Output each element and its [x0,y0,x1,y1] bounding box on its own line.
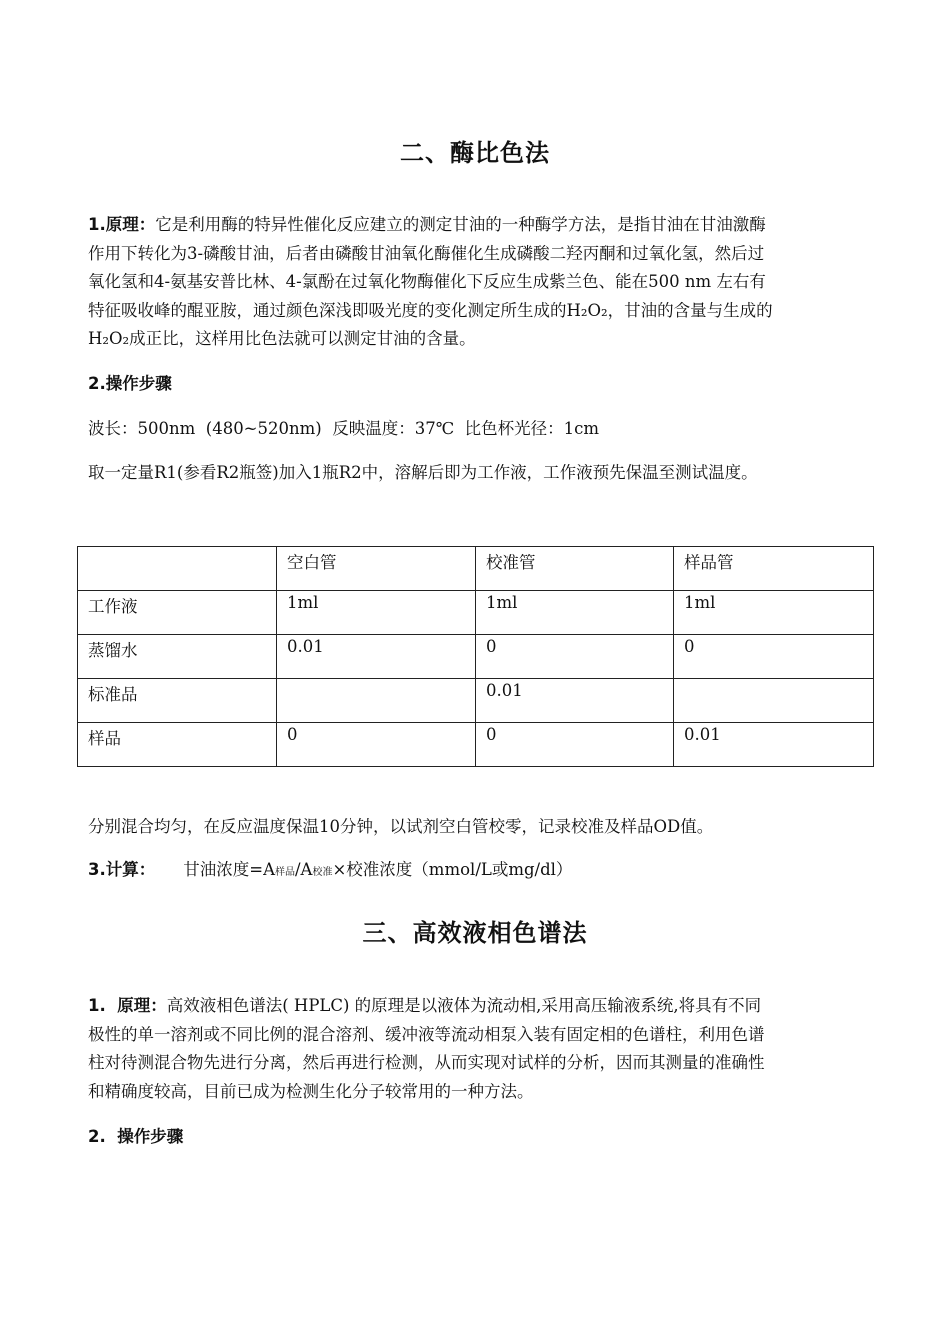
table-row [78,591,874,635]
hplc-steps-label: 2. 操作步骤 [88,1127,184,1146]
subscript-calibration: 校准 [312,867,333,878]
subscript-sample: 样品 [275,867,295,878]
principle-line-3: 氧化氢和4-氨基安普比林、4-氯酚在过氧化物酶催化下反应生成紫兰色、能在500 nm 左右有 [88,272,766,291]
principle-line-2: 作用下转化为3-磷酸甘油，后者由磷酸甘油氧化酶催化生成磷酸二羟丙酮和过氧化氢，然后过 [88,243,765,263]
table-cell: 0.01 [674,723,874,767]
reagent-table [77,546,874,767]
table-header-row [78,547,874,591]
table-cell: 蒸馏水 [78,635,277,679]
hplc-principle-label: 1. 原理： [88,996,167,1015]
table-row [78,679,874,723]
after-table-line: 分别混合均匀，在反应温度保温10分钟，以试剂空白管校零，记录校准及样品OD值。 [88,817,714,836]
table-header-cell: 样品管 [674,547,874,591]
principle-line-5: H₂O₂成正比，这样用比色法就可以测定甘油的含量。 [88,329,476,348]
prep-line: 取一定量R1(参看R2瓶签)加入1瓶R2中，溶解后即为工作液，工作液预先保温至测试温度。 [88,463,758,482]
calc-label: 3.计算： [88,860,156,879]
table-cell: 1ml [476,591,674,635]
table-cell: 0 [476,723,674,767]
table-cell: 0.01 [476,679,674,723]
section-3-title: 三、高效液相色谱法 [362,919,588,947]
principle-line-1: 1.原理：它是利用酶的特异性催化反应建立的测定甘油的一种酶学方法，是指甘油在甘油激酶 [88,215,766,234]
table-header-cell: 校准管 [476,547,674,591]
section-2-title: 二、酶比色法 [400,139,550,167]
hplc-line-3: 柱对待测混合物先进行分离，然后再进行检测，从而实现对试样的分析，因而其测量的准确性 [88,1053,765,1072]
table-cell: 0 [476,635,674,679]
section-2-principle [88,211,868,354]
table-header-cell: 空白管 [277,547,476,591]
conditions-line: 波长：500nm (480~520nm) 反映温度：37℃ 比色杯光径：1cm [88,419,600,438]
table-cell: 0.01 [277,635,476,679]
section-3-principle [88,992,868,1106]
table-row [78,635,874,679]
table-cell: 样品 [78,723,277,767]
table-row [78,723,874,767]
table-cell: 1ml [277,591,476,635]
table-header-cell [78,547,277,591]
table-cell: 0 [277,723,476,767]
table-cell: 1ml [674,591,874,635]
table-cell: 工作液 [78,591,277,635]
hplc-line-4: 和精确度较高，目前已成为检测生化分子较常用的一种方法。 [88,1081,534,1101]
table-cell [674,679,874,723]
table-cell: 标准品 [78,679,277,723]
table-cell: 0 [674,635,874,679]
steps-label: 2.操作步骤 [88,374,172,393]
calc-line: 3.计算： 甘油浓度=A样品/A校准×校准浓度（mmol/L或mg/dl） [88,860,573,879]
principle-label: 1.原理： [88,215,156,234]
hplc-line-1: 1. 原理：高效液相色谱法( HPLC) 的原理是以液体为流动相,采用高压输液系统,将具有不同 [88,996,762,1015]
table-cell [277,679,476,723]
principle-line-4: 特征吸收峰的醌亚胺，通过颜色深浅即吸光度的变化测定所生成的H₂O₂，甘油的含量与生成的 [88,300,773,320]
hplc-line-2: 极性的单一溶剂或不同比例的混合溶剂、缓冲液等流动相泵入装有固定相的色谱柱，利用色谱 [88,1024,765,1044]
